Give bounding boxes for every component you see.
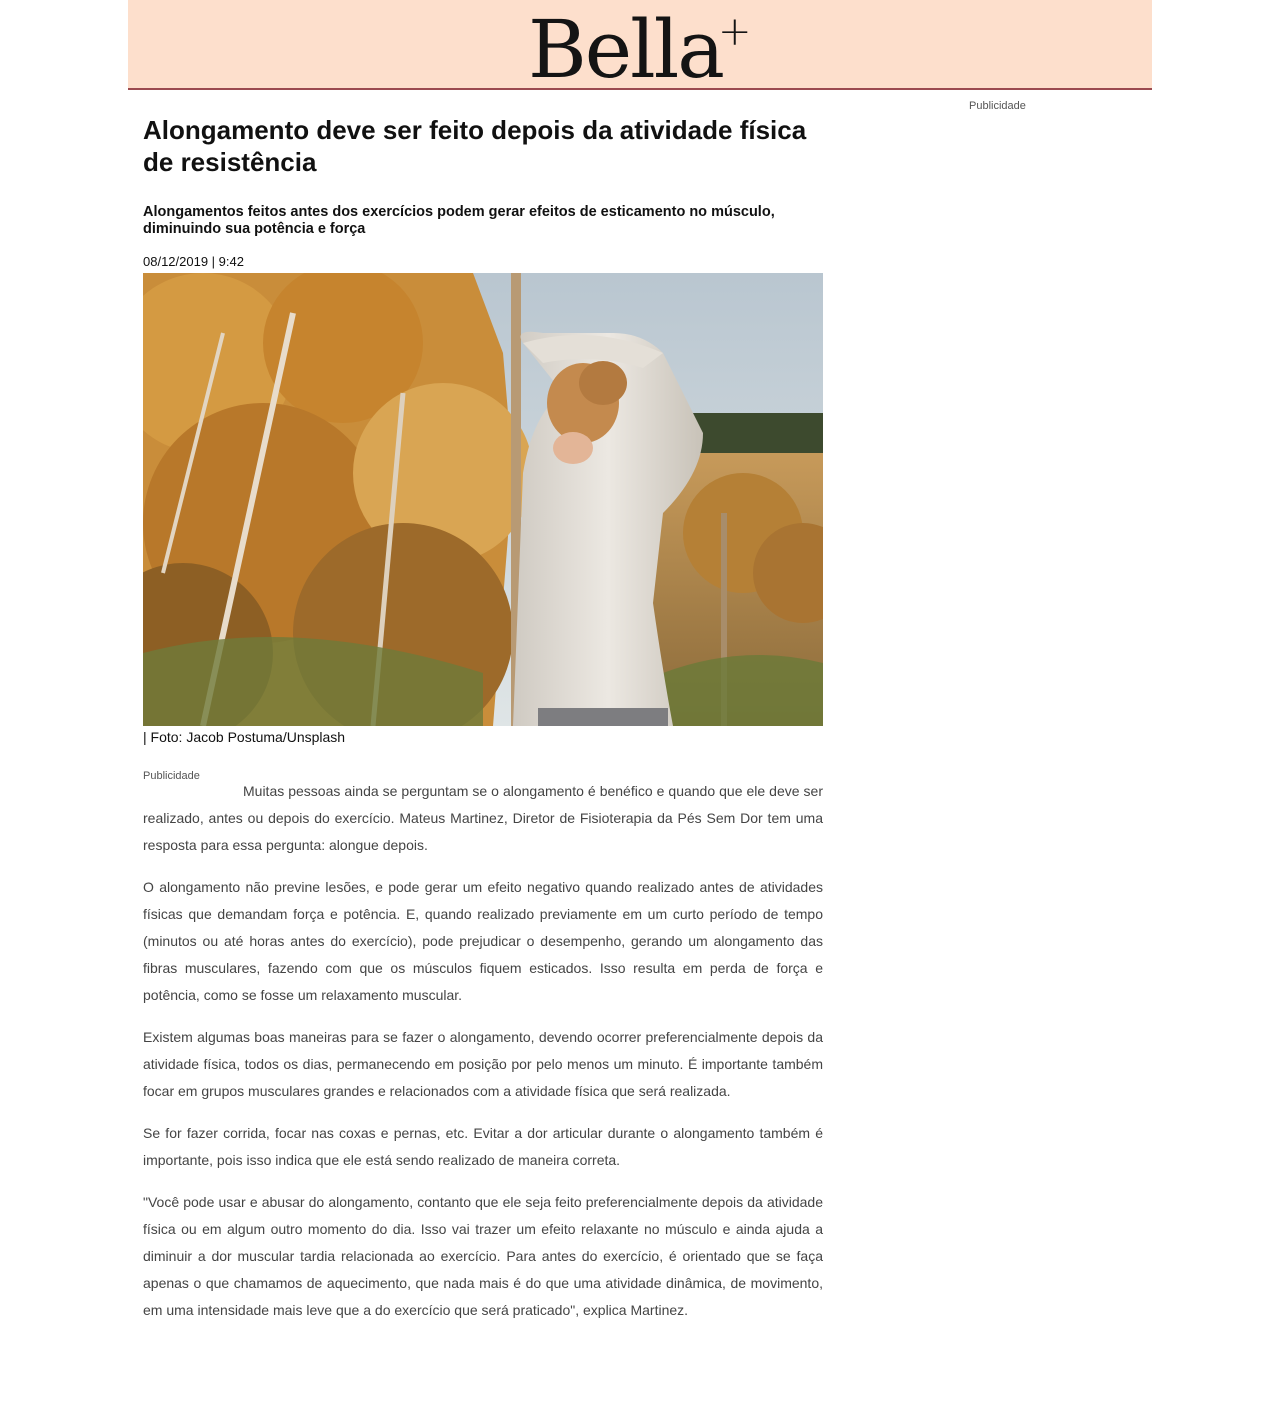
article-paragraph: Existem algumas boas maneiras para se fazer o alongamento, devendo ocorrer preferencialmente depois da atividade física, todos os dias, permanecendo em posição por pelo menos um minuto. É importante também focar em grupos musculares grandes e relacionados com a atividade física que será realizada.: [143, 1029, 823, 1099]
ad-label-sidebar: Publicidade: [969, 100, 1026, 112]
logo-plus-icon: +: [718, 9, 752, 55]
hero-photo-illustration: [143, 273, 823, 726]
article-body: [143, 778, 823, 1339]
article-title: Alongamento deve ser feito depois da atividade física de resistência: [143, 115, 807, 177]
ad-label-inline: Publicidade: [143, 770, 200, 782]
article-hero-image: [143, 273, 823, 726]
article-paragraph: O alongamento não previne lesões, e pode gerar um efeito negativo quando realizado antes de atividades físicas que demandam força e potência. E, quando realizado previamente em um curto período de tempo (minutos ou até horas antes do exercício), pode prejudicar o desempenho, gerando um alongamento das fibras musculares, fazendo com que os músculos fiquem esticados. Isso resulta em perda de força e potência, como se fosse um relaxamento muscular.: [143, 879, 823, 1003]
site-logo[interactable]: Bella: [528, 3, 723, 96]
article-subtitle: Alongamentos feitos antes dos exercícios podem gerar efeitos de esticamento no músculo, diminuindo sua potência e força: [143, 204, 775, 237]
article-paragraph: Se for fazer corrida, focar nas coxas e pernas, etc. Evitar a dor articular durante o alongamento também é importante, pois isso indica que ele está sendo realizado de maneira correta.: [143, 1125, 823, 1168]
image-caption: | Foto: Jacob Postuma/Unsplash: [143, 729, 346, 745]
article-paragraph: "Você pode usar e abusar do alongamento, contanto que ele seja feito preferencialmente depois da atividade física ou em algum outro momento do dia. Isso vai trazer um efeito relaxante no músculo e ainda ajuda a diminuir a dor muscular tardia relacionada ao exercício. Para antes do exercício, é orientado que se faça apenas o que chamamos de aquecimento, que nada mais é do que uma atividade dinâmica, de movimento, em uma intensidade mais leve que a do exercício que será praticado", explica Martinez.: [143, 1194, 823, 1318]
article-paragraph: Muitas pessoas ainda se perguntam se o alongamento é benéfico e quando que ele deve ser realizado, antes ou depois do exercício. Mateus Martinez, Diretor de Fisioterapia da Pés Sem Dor tem uma resposta para essa pergunta: alongue depois.: [143, 783, 823, 853]
article-date: 08/12/2019 | 9:42: [143, 254, 244, 269]
